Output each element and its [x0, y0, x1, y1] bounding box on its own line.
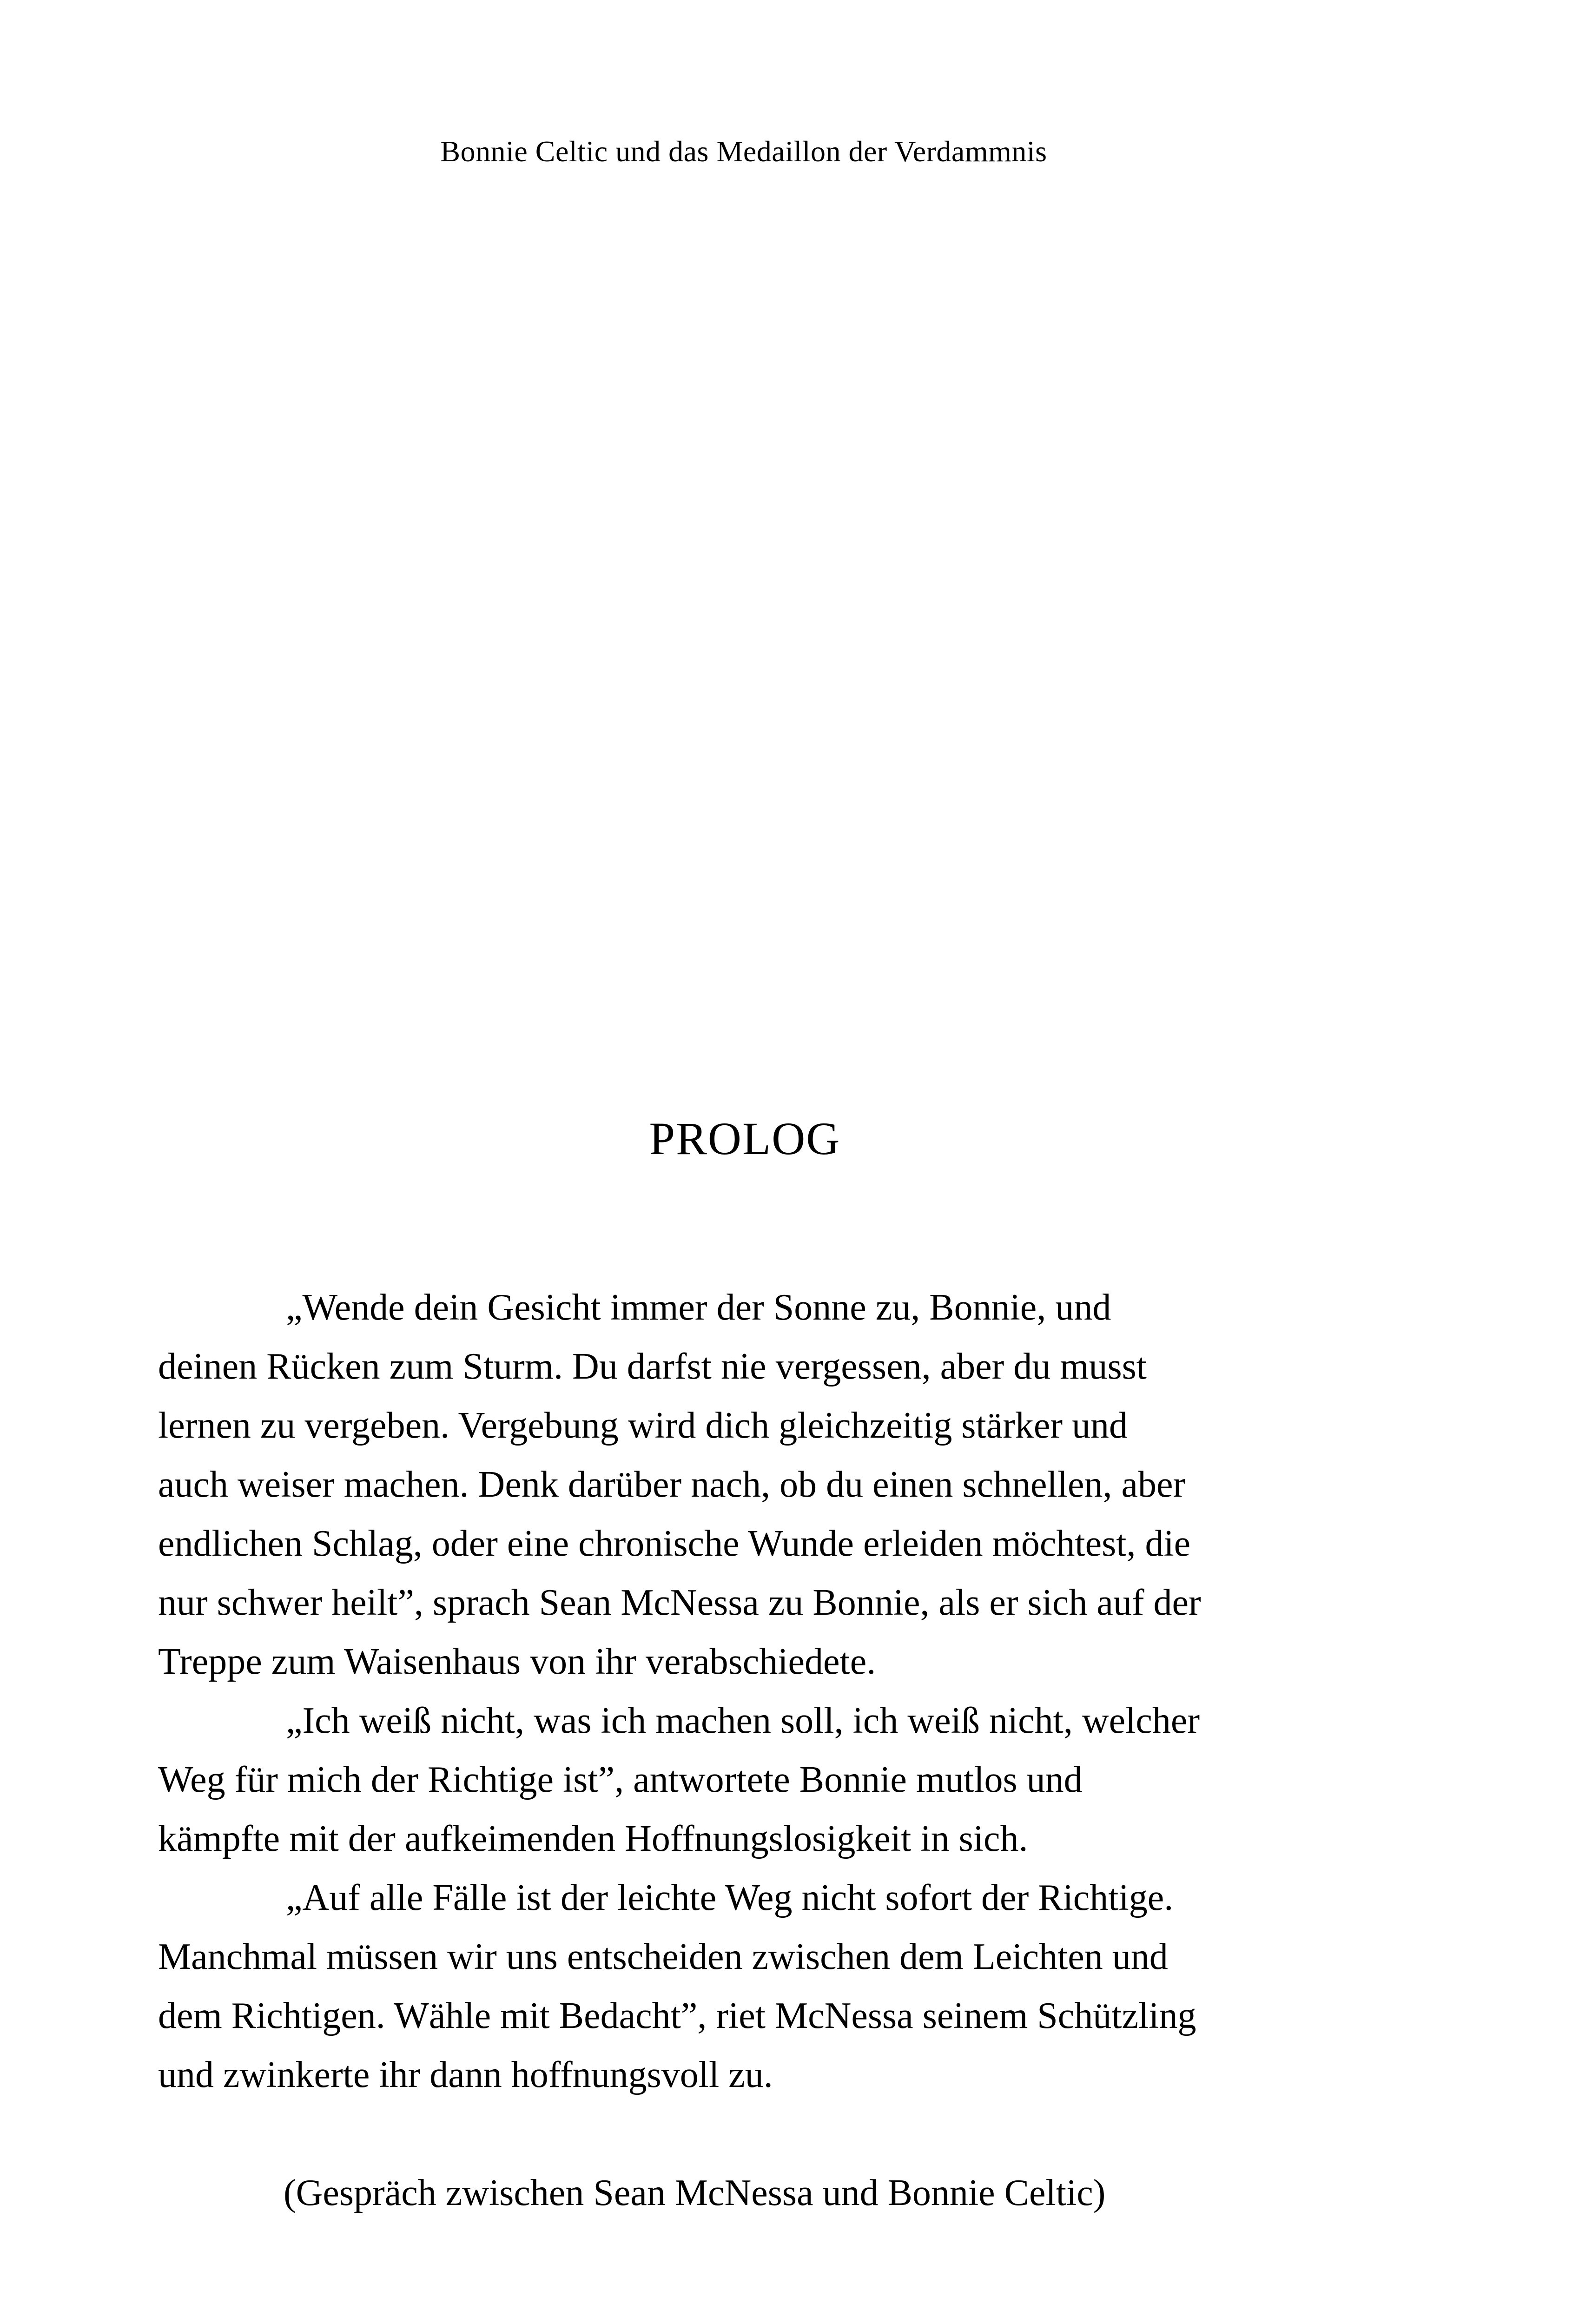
text-line: dem Richtigen. Wähle mit Bedacht”, riet McNessa seinem Schützling: [158, 1995, 1196, 2036]
text-line: Weg für mich der Richtige ist”, antwortete Bonnie mutlos und: [158, 1759, 1083, 1800]
text-line: Treppe zum Waisenhaus von ihr verabschiedete.: [158, 1641, 876, 1682]
chapter-title: PROLOG: [649, 1113, 841, 1164]
text-line: „Auf alle Fälle ist der leichte Weg nicht sofort der Richtige.: [286, 1877, 1174, 1918]
text-line: deinen Rücken zum Sturm. Du darfst nie vergessen, aber du musst: [158, 1346, 1147, 1387]
paragraph-1: [158, 1278, 1339, 1691]
running-header-title: Bonnie Celtic und das Medaillon der Verdammnis: [440, 135, 1047, 168]
paragraph-2: [158, 1691, 1339, 1868]
text-line: lernen zu vergeben. Vergebung wird dich gleichzeitig stärker und: [158, 1405, 1128, 1446]
text-line: kämpfte mit der aufkeimenden Hoffnungslosigkeit in sich.: [158, 1818, 1028, 1859]
text-line: endlichen Schlag, oder eine chronische Wunde erleiden möchtest, die: [158, 1523, 1191, 1564]
prolog-body: [158, 1278, 1339, 2105]
paragraph-3: [158, 1868, 1339, 2105]
text-line: Manchmal müssen wir uns entscheiden zwischen dem Leichten und: [158, 1936, 1168, 1977]
attribution-line: (Gespräch zwischen Sean McNessa und Bonnie Celtic): [284, 2172, 1106, 2213]
text-line: auch weiser machen. Denk darüber nach, ob du einen schnellen, aber: [158, 1464, 1186, 1505]
text-line: nur schwer heilt”, sprach Sean McNessa zu Bonnie, als er sich auf der: [158, 1582, 1201, 1623]
text-line: „Ich weiß nicht, was ich machen soll, ich weiß nicht, welcher: [286, 1700, 1200, 1741]
text-line: und zwinkerte ihr dann hoffnungsvoll zu.: [158, 2054, 773, 2095]
text-line: „Wende dein Gesicht immer der Sonne zu, Bonnie, und: [286, 1287, 1111, 1328]
